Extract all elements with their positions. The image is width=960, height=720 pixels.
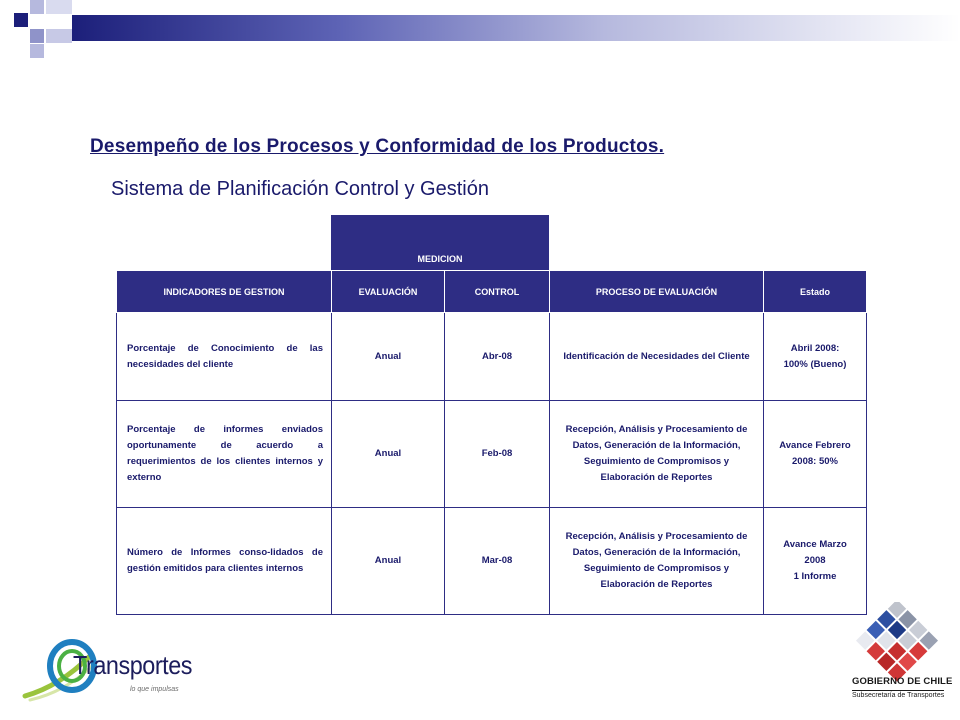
transportes-logo-text: Transportes	[73, 650, 193, 680]
header-gradient-bar	[72, 15, 960, 41]
estado-line: 100% (Bueno)	[783, 358, 847, 370]
cell-proceso: Identificación de Necesidades del Cliente	[550, 313, 764, 401]
estado-line: Avance Marzo	[783, 539, 847, 550]
estado-line: 2008	[804, 555, 826, 566]
cell-evaluacion: Anual	[332, 401, 445, 508]
corner-square-2	[30, 0, 44, 14]
indicators-table	[116, 270, 867, 615]
table-row	[117, 508, 867, 615]
table-header-row	[117, 271, 867, 313]
cell-control: Feb-08	[445, 401, 550, 508]
cell-evaluacion: Anual	[332, 508, 445, 615]
corner-square-4	[30, 29, 44, 43]
gobierno-title: GOBIERNO DE CHILE	[852, 676, 953, 687]
corner-square-1	[14, 13, 28, 27]
estado-line: 1 Informe	[793, 571, 837, 582]
medicion-group-header: MEDICION	[331, 215, 549, 271]
corner-square-5	[46, 29, 72, 43]
cell-indicador: Porcentaje de informes enviados oportunamente de acuerdo a requerimientos de los clientes internos y externo	[117, 401, 332, 508]
estado-line: 2008: 50%	[792, 456, 838, 467]
header-proceso: PROCESO DE EVALUACIÓN	[550, 271, 764, 313]
cell-indicador: Porcentaje de Conocimiento de las necesidades del cliente	[117, 313, 332, 401]
corner-square-6	[30, 44, 44, 58]
subsecretaria-label: Subsecretaría de Transportes	[852, 692, 945, 699]
cell-estado	[764, 508, 867, 615]
corner-square-3	[46, 0, 72, 14]
cell-evaluacion: Anual	[332, 313, 445, 401]
cell-proceso: Recepción, Análisis y Procesamiento de Datos, Generación de la Información, Seguimiento de Compromisos y Elaboración de Reportes	[550, 401, 764, 508]
cell-proceso: Recepción, Análisis y Procesamiento de Datos, Generación de la Información, Seguimiento de Compromisos y Elaboración de Reportes	[550, 508, 764, 615]
header-estado: Estado	[764, 271, 867, 313]
cell-estado	[764, 313, 867, 401]
header-control: CONTROL	[445, 271, 550, 313]
cell-estado	[764, 401, 867, 508]
header-evaluacion: EVALUACIÓN	[332, 271, 445, 313]
table-row	[117, 401, 867, 508]
header-indicadores: INDICADORES DE GESTION	[117, 271, 332, 313]
estado-line: Abril 2008:	[790, 342, 840, 354]
cell-indicador: Número de Informes conso-lidados de gestión emitidos para clientes internos	[117, 508, 332, 615]
page-subtitle: Sistema de Planificación Control y Gestión	[111, 178, 489, 200]
table-row	[117, 313, 867, 401]
page-title: Desempeño de los Procesos y Conformidad de los Productos.	[90, 136, 665, 157]
estado-line: Avance Febrero	[779, 440, 851, 451]
gobierno-emblem-icon	[850, 602, 945, 682]
cell-control: Mar-08	[445, 508, 550, 615]
cell-control: Abr-08	[445, 313, 550, 401]
transportes-tagline: lo que impulsas	[130, 686, 179, 693]
